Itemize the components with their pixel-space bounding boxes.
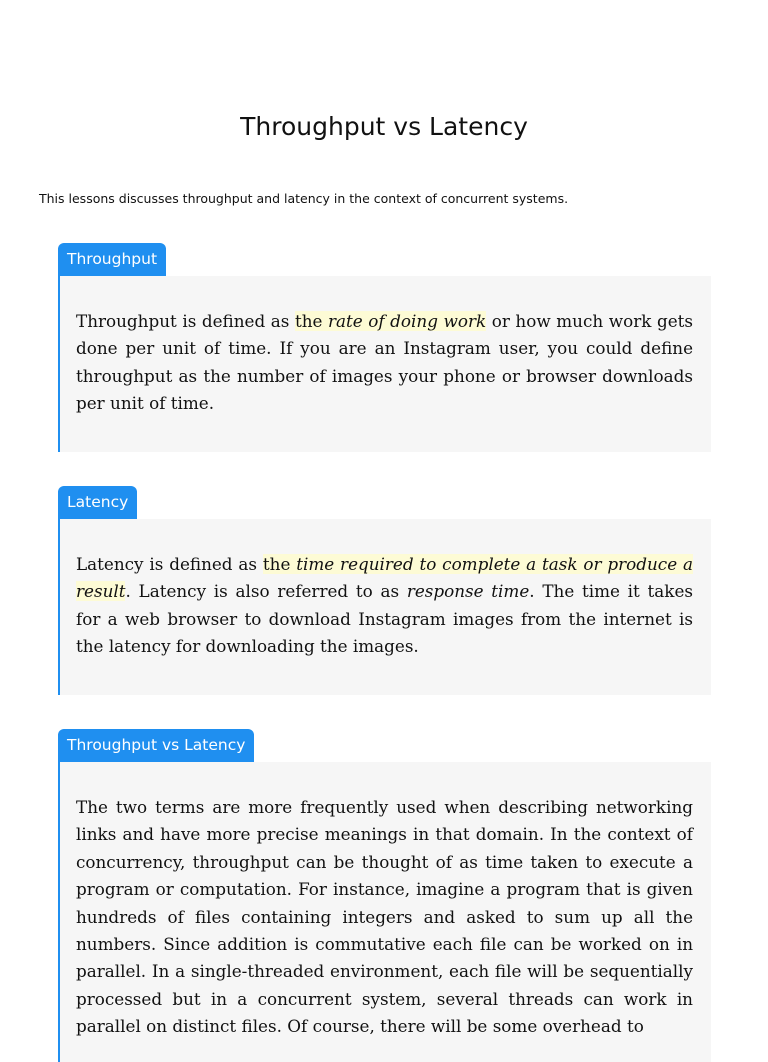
section-body-throughput xyxy=(58,276,711,452)
highlight xyxy=(295,311,486,331)
paragraph-throughput xyxy=(76,308,693,418)
emphasis: rate of doing work xyxy=(328,311,487,331)
text-segment: or how much work gets done per unit of time. If you are an Instagram user, you could define throughput as the number of images your phone or browser downloads per unit of time. xyxy=(76,311,693,414)
text-segment: . Latency is also referred to as xyxy=(125,581,407,602)
section-body-throughput-vs-latency xyxy=(58,762,711,1062)
text-segment: the xyxy=(262,554,297,574)
section-latency xyxy=(58,486,711,695)
text-segment: . The time it takes for a web browser to download Instagram images from the internet is the latency for downloading the images. xyxy=(76,581,693,657)
page-title: Throughput vs Latency xyxy=(240,112,528,141)
text-segment: Latency is defined as xyxy=(76,554,263,574)
emphasis: response time xyxy=(406,581,530,602)
section-throughput-vs-latency xyxy=(58,729,711,1062)
emphasis: time required to complete a task or produce a result xyxy=(76,554,693,602)
section-tab-throughput-vs-latency: Throughput vs Latency xyxy=(58,729,254,762)
text-segment: Throughput is defined as xyxy=(76,311,295,331)
section-tab-throughput: Throughput xyxy=(58,243,166,276)
section-tab-latency: Latency xyxy=(58,486,137,519)
section-body-latency xyxy=(58,519,711,695)
section-throughput xyxy=(58,243,711,452)
paragraph-throughput-vs-latency: The two terms are more frequently used when describing networking links and have more precise meanings in that domain. In the context of concurrency, throughput can be thought of as time taken to execute a program or computation. For instance, imagine a program that is given hundreds of files containing integers and asked to sum up all the numbers. Since addition is commutative each file can be worked on in parallel. In a single-threaded environment, each file will be sequentially processed but in a concurrent system, several threads can work in parallel on distinct files. Of course, there will be some overhead to xyxy=(76,797,693,1037)
intro-text: This lessons discusses throughput and latency in the context of concurrent systems. xyxy=(39,191,569,206)
paragraph-latency xyxy=(76,551,693,661)
text-segment: the xyxy=(294,311,329,331)
